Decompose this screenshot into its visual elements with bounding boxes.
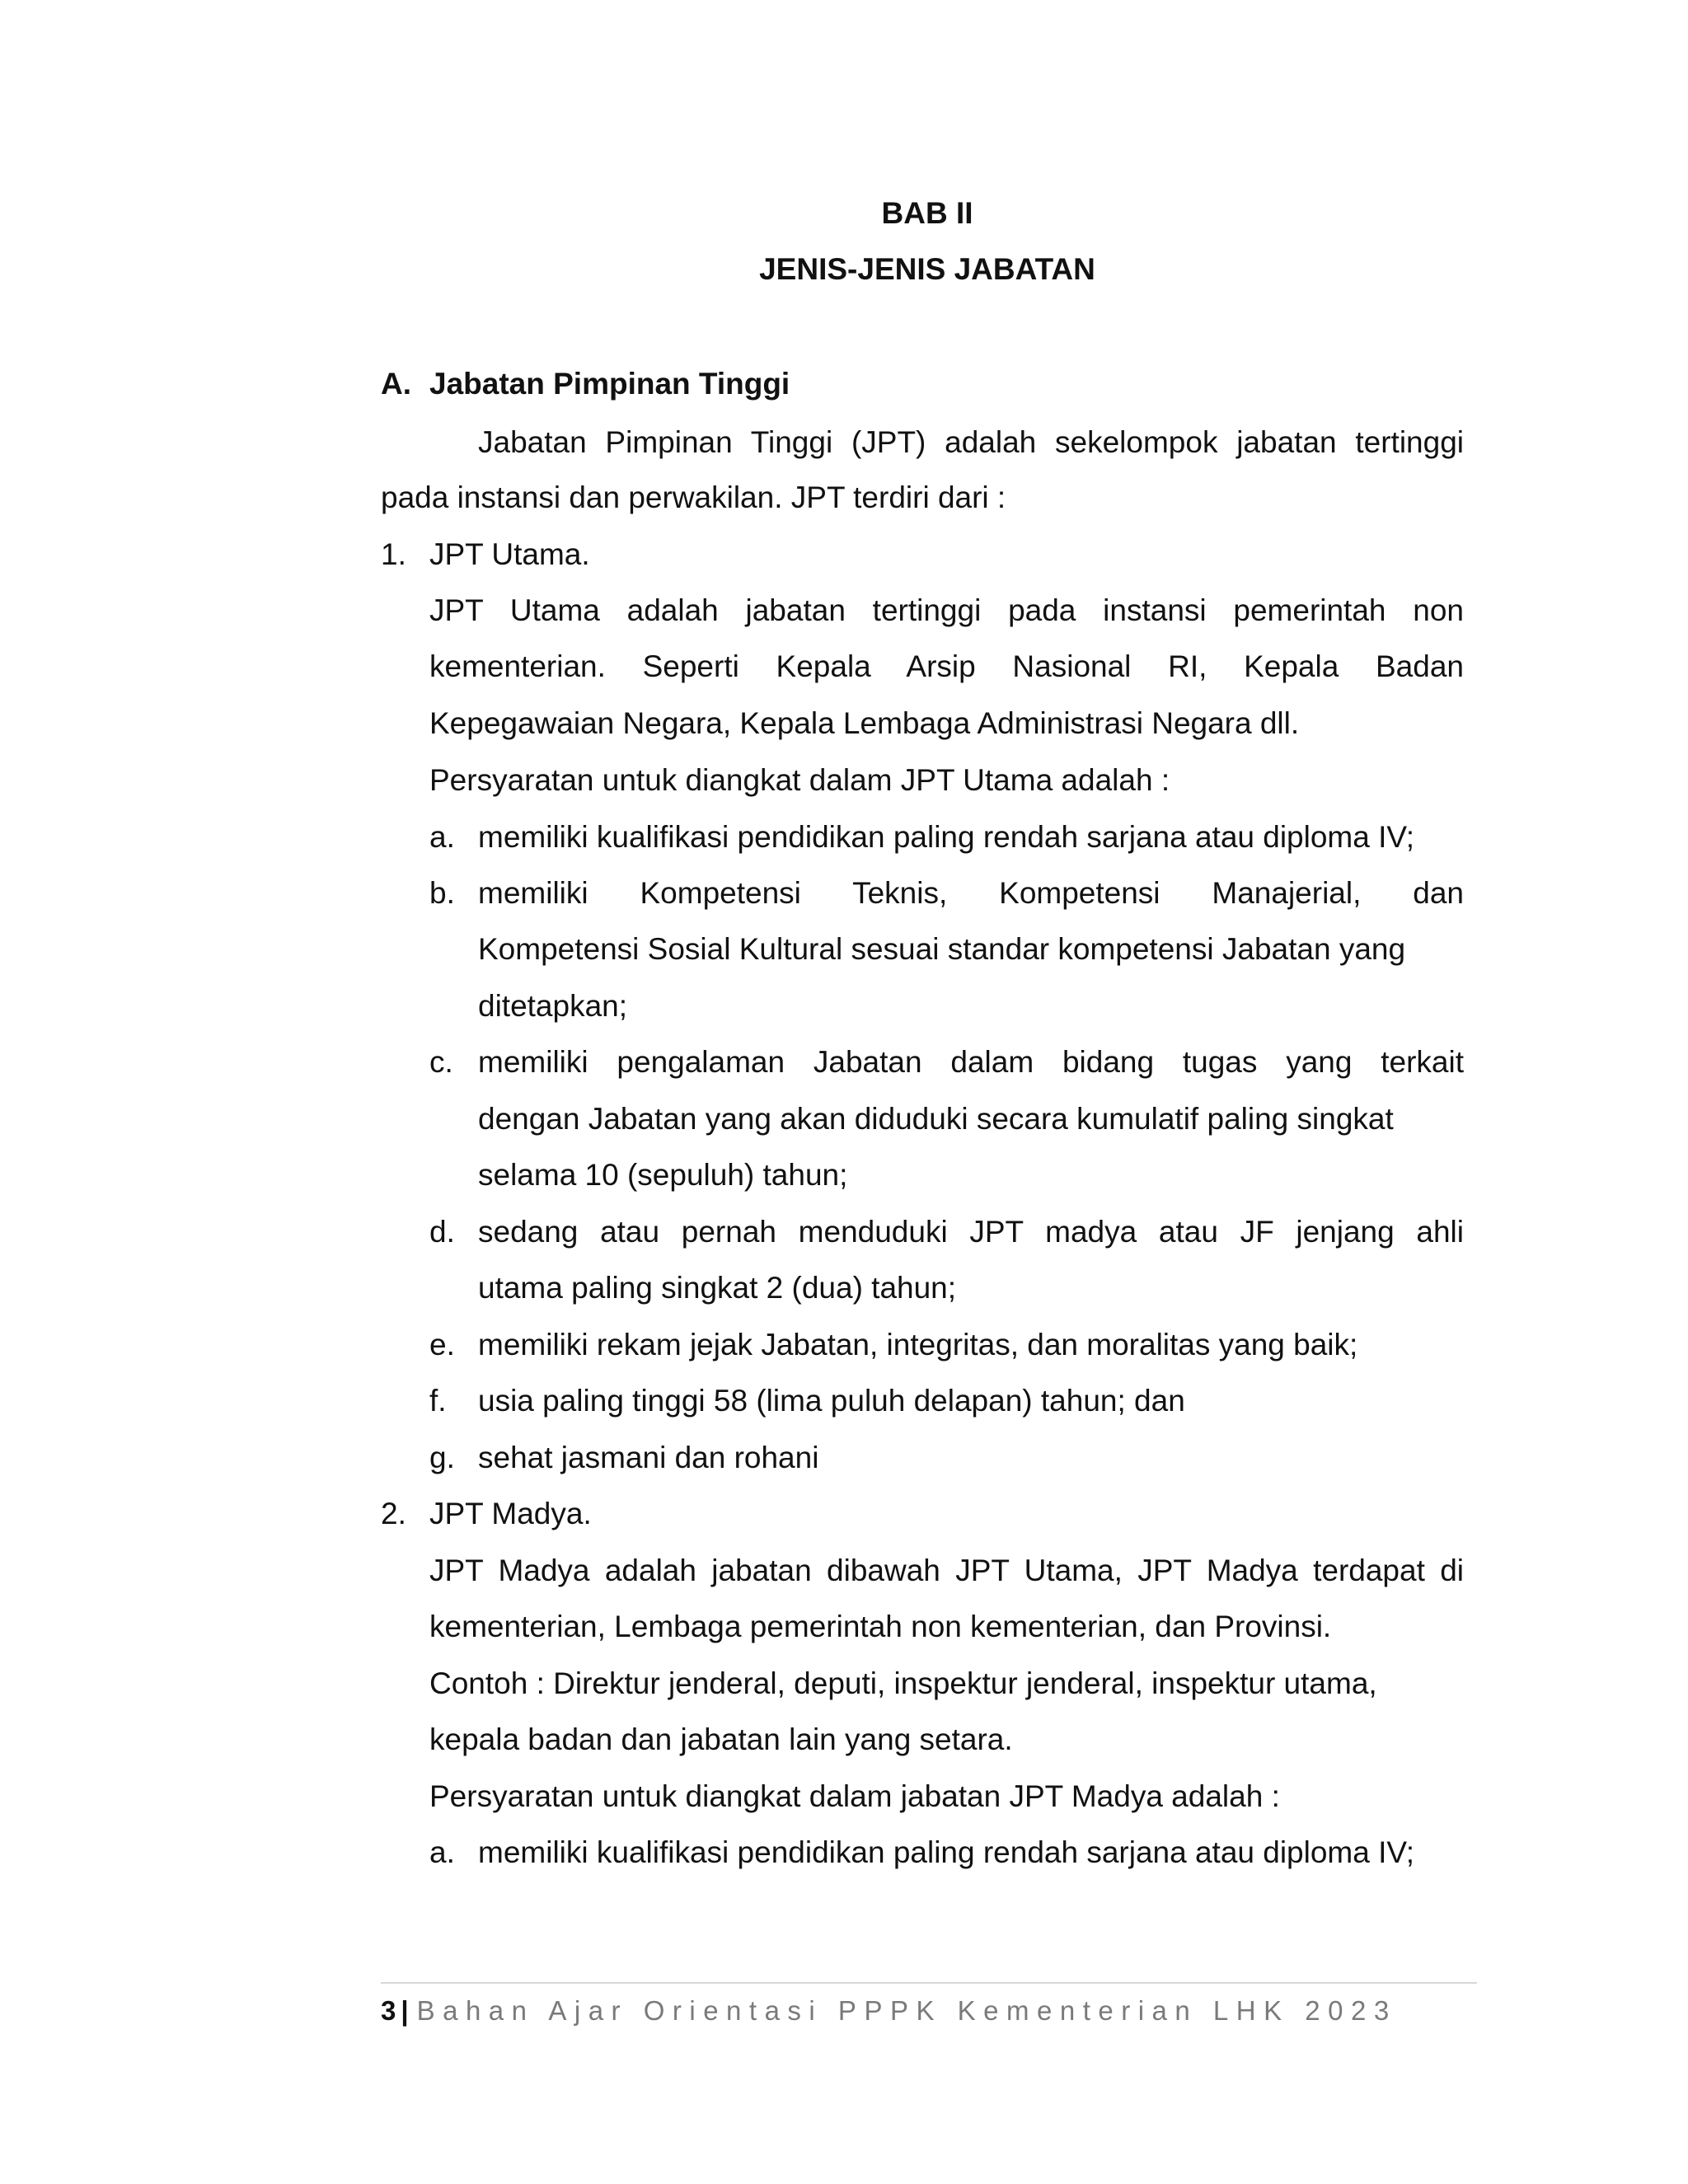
footer-divider	[381, 1982, 1477, 1984]
page-number: 3	[381, 1995, 396, 2026]
chapter-title: JENIS-JENIS JABATAN	[759, 252, 1095, 286]
req-c-line2: dengan Jabatan yang akan diduduki secara kumulatif paling singkat	[478, 1102, 1394, 1136]
req-b-line1: memiliki Kompetensi Teknis, Kompetensi Manajerial, dan	[478, 876, 1464, 910]
req-f-marker: f.	[429, 1384, 447, 1418]
req-e-marker: e.	[429, 1328, 455, 1361]
req-d-line1: sedang atau pernah menduduki JPT madya atau JF jenjang ahli	[478, 1215, 1464, 1249]
item2-marker: 2.	[381, 1497, 406, 1530]
item1-desc-line3: Kepegawaian Negara, Kepala Lembaga Administrasi Negara dll.	[429, 706, 1300, 740]
section-marker: A.	[381, 367, 411, 401]
req-d-marker: d.	[429, 1215, 455, 1249]
req-a-marker: a.	[429, 820, 455, 854]
section-title: Jabatan Pimpinan Tinggi	[429, 367, 790, 401]
item1-req-intro: Persyaratan untuk diangkat dalam JPT Utama adalah :	[429, 763, 1170, 797]
req-d-line2: utama paling singkat 2 (dua) tahun;	[478, 1271, 957, 1305]
req-b-line2: Kompetensi Sosial Kultural sesuai standar kompetensi Jabatan yang	[478, 932, 1406, 966]
item1-title: JPT Utama.	[429, 537, 590, 571]
req-c-line3: selama 10 (sepuluh) tahun;	[478, 1158, 848, 1192]
item1-desc-line1: JPT Utama adalah jabatan tertinggi pada instansi pemerintah non	[429, 593, 1464, 627]
req-g-line1: sehat jasmani dan rohani	[478, 1441, 819, 1474]
req-c-marker: c.	[429, 1045, 453, 1079]
req-b-line3: ditetapkan;	[478, 989, 628, 1023]
page-footer	[381, 1994, 1397, 2027]
chapter-number: BAB II	[881, 196, 973, 230]
item2-desc-line2: kementerian, Lembaga pemerintah non kementerian, dan Provinsi.	[429, 1610, 1332, 1643]
req-f-line1: usia paling tinggi 58 (lima puluh delapan) tahun; dan	[478, 1384, 1185, 1418]
req-e-line1: memiliki rekam jejak Jabatan, integritas, dan moralitas yang baik;	[478, 1328, 1358, 1361]
req-c-line1: memiliki pengalaman Jabatan dalam bidang tugas yang terkait	[478, 1045, 1464, 1079]
req-g-marker: g.	[429, 1441, 455, 1474]
item2-req-a-marker: a.	[429, 1835, 455, 1869]
item2-req-a-line1: memiliki kualifikasi pendidikan paling rendah sarjana atau diploma IV;	[478, 1835, 1414, 1869]
req-a-line1: memiliki kualifikasi pendidikan paling rendah sarjana atau diploma IV;	[478, 820, 1414, 854]
section-intro-line2: pada instansi dan perwakilan. JPT terdiri dari :	[381, 480, 1006, 514]
footer-title: Bahan Ajar Orientasi PPPK Kementerian LHK 2023	[416, 1995, 1397, 2026]
req-b-marker: b.	[429, 876, 455, 910]
footer-separator: |	[401, 1995, 409, 2026]
item2-desc-line3: Contoh : Direktur jenderal, deputi, inspektur jenderal, inspektur utama,	[429, 1666, 1377, 1700]
item1-desc-line2: kementerian. Seperti Kepala Arsip Nasional RI, Kepala Badan	[429, 649, 1464, 683]
item2-desc-line1: JPT Madya adalah jabatan dibawah JPT Utama, JPT Madya terdapat di	[429, 1554, 1464, 1587]
item2-req-intro: Persyaratan untuk diangkat dalam jabatan JPT Madya adalah :	[429, 1779, 1280, 1813]
item2-desc-line4: kepala badan dan jabatan lain yang setara.	[429, 1722, 1013, 1756]
item1-marker: 1.	[381, 537, 406, 571]
section-intro-line1: Jabatan Pimpinan Tinggi (JPT) adalah sekelompok jabatan tertinggi	[478, 425, 1464, 459]
item2-title: JPT Madya.	[429, 1497, 592, 1530]
